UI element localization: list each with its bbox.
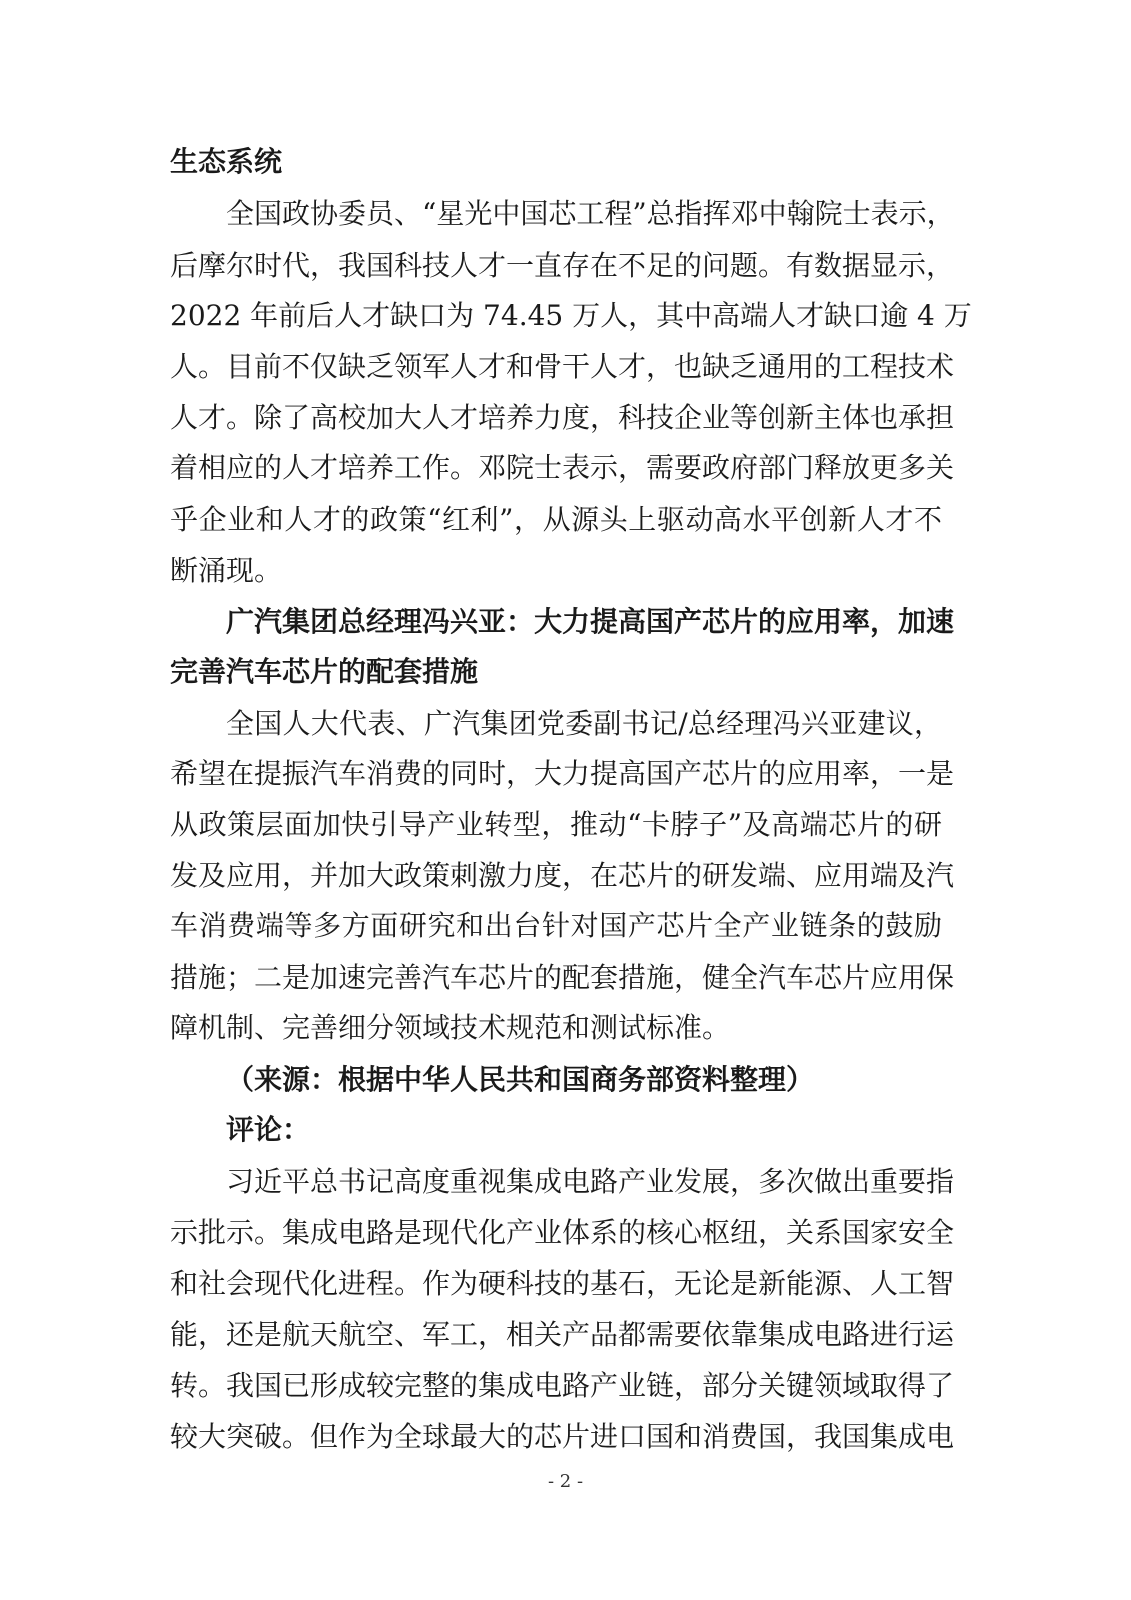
section-heading-gac: 广汽集团总经理冯兴亚：大力提高国产芯片的应用率，加速 <box>226 605 955 638</box>
paragraph-line: 发及应用，并加大政策刺激力度，在芯片的研发端、应用端及汽 <box>170 859 955 892</box>
paragraph-line: 障机制、完善细分领域技术规范和测试标准。 <box>170 1011 731 1044</box>
paragraph-line: 和社会现代化进程。作为硬科技的基石，无论是新能源、人工智 <box>170 1267 955 1300</box>
paragraph-line: 人。目前不仅缺乏领军人才和骨干人才，也缺乏通用的工程技术 <box>170 350 955 383</box>
paragraph-line: 乎企业和人才的政策“红利”，从源头上驱动高水平创新人才不 <box>170 503 942 536</box>
paragraph-line: 全国政协委员、“星光中国芯工程”总指挥邓中翰院士表示， <box>226 197 955 230</box>
paragraph-line: 措施；二是加速完善汽车芯片的配套措施，健全汽车芯片应用保 <box>170 961 955 994</box>
paragraph-line: 希望在提振汽车消费的同时，大力提高国产芯片的应用率，一是 <box>170 757 955 790</box>
paragraph-line: 人才。除了高校加大人才培养力度，科技企业等创新主体也承担 <box>170 401 955 434</box>
paragraph-line: 转。我国已形成较完整的集成电路产业链，部分关键领域取得了 <box>170 1369 955 1402</box>
paragraph-line: 后摩尔时代，我国科技人才一直存在不足的问题。有数据显示， <box>170 249 955 282</box>
paragraph-line: 着相应的人才培养工作。邓院士表示，需要政府部门释放更多关 <box>170 451 955 484</box>
paragraph-line: 较大突破。但作为全球最大的芯片进口国和消费国，我国集成电 <box>170 1420 955 1453</box>
paragraph-line: 示批示。集成电路是现代化产业体系的核心枢纽，关系国家安全 <box>170 1216 955 1249</box>
section-heading-ecosystem: 生态系统 <box>170 145 283 178</box>
paragraph-line: 车消费端等多方面研究和出台针对国产芯片全产业链条的鼓励 <box>170 909 942 942</box>
paragraph-line: 全国人大代表、广汽集团党委副书记/总经理冯兴亚建议， <box>226 707 942 740</box>
paragraph-line: 断涌现。 <box>170 554 283 587</box>
paragraph-line: 2022 年前后人才缺口为 74.45 万人，其中高端人才缺口逾 4 万 <box>170 299 972 332</box>
section-heading-gac-cont: 完善汽车芯片的配套措施 <box>170 655 479 688</box>
page-number: - 2 - <box>547 1471 584 1492</box>
paragraph-line: 习近平总书记高度重视集成电路产业发展，多次做出重要指 <box>226 1165 955 1198</box>
paragraph-line: 从政策层面加快引导产业转型，推动“卡脖子”及高端芯片的研 <box>170 808 942 841</box>
paragraph-line: 能，还是航天航空、军工，相关产品都需要依靠集成电路进行运 <box>170 1318 955 1351</box>
comment-heading: 评论： <box>226 1113 311 1146</box>
source-note: （来源：根据中华人民共和国商务部资料整理） <box>226 1063 815 1096</box>
